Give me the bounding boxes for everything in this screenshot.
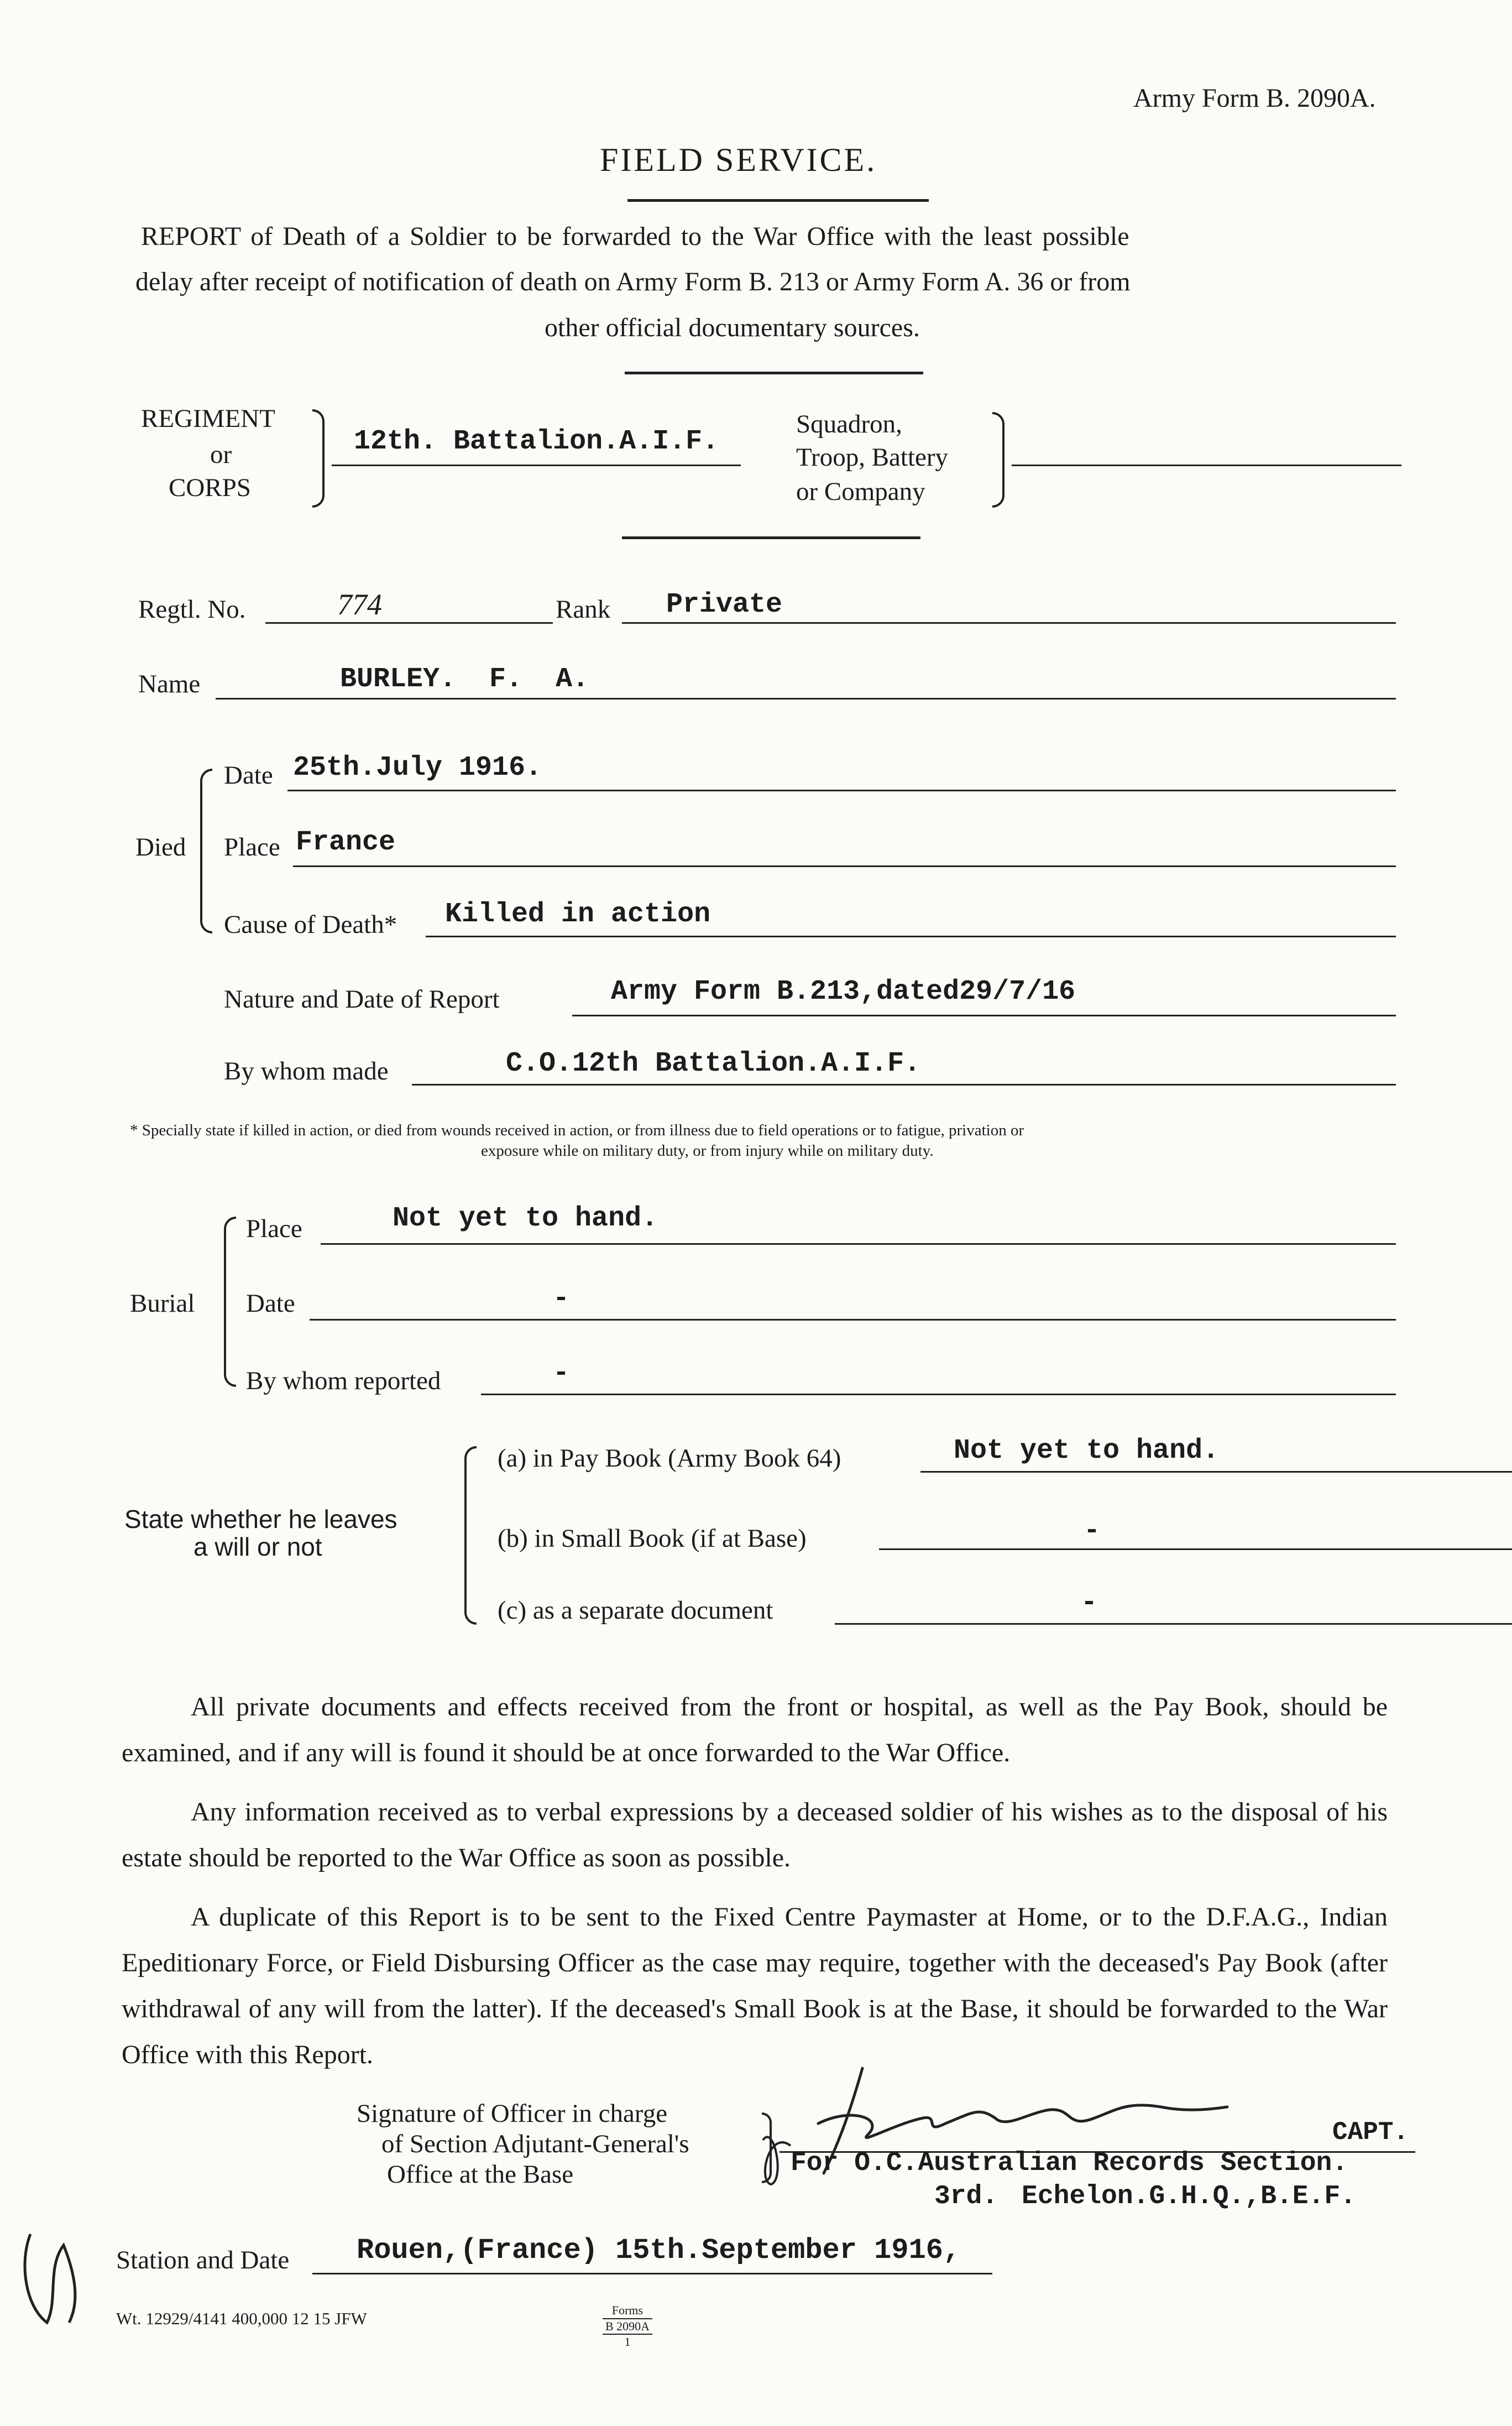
regiment-brace <box>312 409 325 508</box>
cause-line <box>426 936 1396 937</box>
forms-ref-3: 1 <box>624 2335 631 2349</box>
cause-label: Cause of Death* <box>224 910 397 939</box>
rank-line <box>622 622 1396 624</box>
instruction-paragraph-2 <box>122 1789 1388 1881</box>
by-whom-value: C.O.12th Battalion.A.I.F. <box>506 1048 921 1079</box>
regtl-no-line <box>265 622 553 624</box>
corps-label: CORPS <box>169 473 251 502</box>
instruction-text-2: Any information received as to verbal expressions by a deceased soldier of his wishes as to the disposal of his estate should be reported to the War Office as soon as possible. <box>122 1797 1388 1872</box>
burial-place-value: Not yet to hand. <box>393 1203 658 1234</box>
died-brace <box>200 769 212 933</box>
rank-value: Private <box>666 589 783 620</box>
will-brace <box>464 1446 477 1625</box>
title-rule <box>627 199 929 202</box>
intro-line-1: REPORT of Death of a Soldier to be forwarded to the War Office with the least possible <box>141 222 1129 251</box>
station-line <box>312 2273 992 2274</box>
printer-line: Wt. 12929/4141 400,000 12 15 JFW <box>116 2309 367 2328</box>
squadron-brace <box>992 412 1004 508</box>
will-c-value: - <box>1081 1587 1098 1619</box>
company-label: or Company <box>796 477 925 506</box>
death-place-value: France <box>296 827 396 858</box>
signature-rank: CAPT. <box>1332 2118 1409 2147</box>
nature-value: Army Form B.213,dated29/7/16 <box>611 976 1076 1008</box>
regiment-label: REGIMENT <box>141 404 275 433</box>
death-date-value: 25th.July 1916. <box>293 752 542 784</box>
name-value: BURLEY. F. A. <box>340 664 589 695</box>
will-a-value: Not yet to hand. <box>954 1435 1220 1467</box>
footnote-line-2: exposure while on military duty, or from injury while on military duty. <box>481 1142 934 1160</box>
intro-line-3: other official documentary sources. <box>545 313 920 342</box>
signature-label-2: of Section Adjutant-General's <box>381 2130 689 2158</box>
troop-battery-label: Troop, Battery <box>796 443 949 472</box>
will-b-value: - <box>1084 1515 1101 1547</box>
margin-initials <box>14 2212 97 2334</box>
page-title: FIELD SERVICE. <box>600 142 877 178</box>
death-date-label: Date <box>224 761 273 790</box>
will-label-2: a will or not <box>193 1532 322 1561</box>
by-whom-line <box>412 1084 1396 1086</box>
regtl-no-value: 774 <box>337 588 382 621</box>
will-c-line <box>835 1623 1512 1625</box>
unit-rule <box>622 536 920 539</box>
burial-date-value: - <box>553 1283 570 1314</box>
burial-place-label: Place <box>246 1214 302 1243</box>
regiment-or-label: or <box>210 440 232 469</box>
squadron-line <box>1012 465 1401 466</box>
death-place-line <box>293 865 1396 867</box>
station-value: Rouen,(France) 15th.September 1916, <box>357 2234 961 2267</box>
will-a-label: (a) in Pay Book (Army Book 64) <box>498 1444 841 1473</box>
station-label: Station and Date <box>116 2246 290 2274</box>
intro-line-2: delay after receipt of notification of death on Army Form B. 213 or Army Form A. 36 or from <box>135 267 1131 296</box>
rank-label: Rank <box>556 595 611 624</box>
burial-place-line <box>321 1243 1396 1245</box>
form-number: Army Form B. 2090A. <box>1133 84 1376 113</box>
burial-reported-label: By whom reported <box>246 1366 441 1395</box>
intro-rule <box>625 372 923 374</box>
instruction-paragraph-3 <box>122 1894 1388 2078</box>
nature-label: Nature and Date of Report <box>224 985 500 1014</box>
footnote-line-1: * Specially state if killed in action, or died from wounds received in action, or from illness due to field operations or to fatigue, privation or <box>130 1121 1024 1139</box>
instruction-paragraph-1 <box>122 1684 1388 1776</box>
death-date-line <box>287 790 1396 791</box>
burial-reported-line <box>481 1394 1396 1395</box>
signature-label-1: Signature of Officer in charge <box>357 2099 668 2128</box>
signature-echelon-line: 3rd. Echelon.G.H.Q.,B.E.F. <box>934 2182 1356 2211</box>
name-line <box>216 698 1396 700</box>
instruction-text-3: A duplicate of this Report is to be sent to the Fixed Centre Paymaster at Home, or to the D.F.A.G., Indian Epeditionary Force, or Field Disbursing Officer as the case may require, together with the deceased's Pay Book (after withdrawal of any will from the latter). If the deceased's Small Book is at the Base, it should be forwarded to the War Office with this Report. <box>122 1902 1388 2069</box>
burial-label: Burial <box>130 1289 195 1318</box>
will-a-line <box>920 1471 1512 1473</box>
signature-label-3: Office at the Base <box>387 2160 574 2189</box>
nature-line <box>572 1015 1396 1016</box>
burial-reported-value: - <box>553 1358 570 1389</box>
regtl-no-label: Regtl. No. <box>138 595 246 624</box>
will-b-line <box>879 1548 1512 1550</box>
died-label: Died <box>135 833 186 862</box>
burial-brace <box>224 1217 236 1387</box>
regiment-value: 12th. Battalion.A.I.F. <box>354 426 719 457</box>
will-b-label: (b) in Small Book (if at Base) <box>498 1524 807 1553</box>
instruction-text-1: All private documents and effects received from the front or hospital, as well as the Pay Book, should be examined, and if any will is found it should be at once forwarded to the War Office. <box>122 1692 1388 1767</box>
will-label-1: State whether he leaves <box>124 1505 397 1533</box>
by-whom-label: By whom made <box>224 1057 389 1086</box>
will-c-label: (c) as a separate document <box>498 1596 773 1625</box>
forms-ref-2: B 2090A <box>603 2318 652 2335</box>
signature-for-line: For O.C.Australian Records Section. <box>791 2148 1348 2178</box>
regiment-line <box>332 465 741 466</box>
forms-ref-1: Forms <box>611 2303 643 2317</box>
name-label: Name <box>138 670 201 698</box>
burial-date-line <box>310 1319 1396 1321</box>
death-place-label: Place <box>224 833 280 862</box>
burial-date-label: Date <box>246 1289 295 1318</box>
squadron-label: Squadron, <box>796 410 902 439</box>
cause-value: Killed in action <box>445 899 711 930</box>
